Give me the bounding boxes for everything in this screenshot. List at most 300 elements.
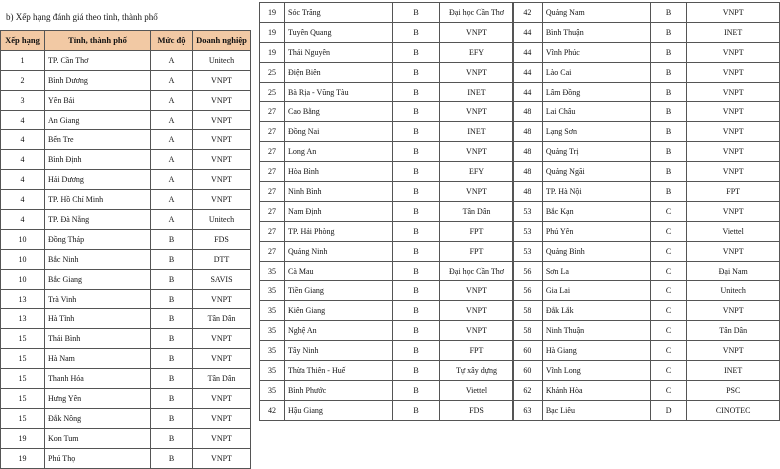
table-row	[513, 301, 780, 321]
table-row	[513, 321, 780, 341]
province-cell: Đồng Nai	[285, 122, 393, 142]
vendor-cell: INET	[687, 22, 780, 42]
table-row	[1, 309, 251, 329]
table-row	[513, 102, 780, 122]
rank-cell: 19	[260, 3, 285, 23]
table-row	[260, 261, 514, 281]
table-row	[513, 82, 780, 102]
table-row	[513, 261, 780, 281]
vendor-cell: FPT	[440, 221, 514, 241]
level-cell: A	[151, 170, 193, 190]
level-cell: B	[393, 102, 440, 122]
table-row	[1, 448, 251, 468]
province-cell: Kiên Giang	[285, 301, 393, 321]
level-cell: C	[650, 201, 687, 221]
rank-cell: 58	[513, 301, 543, 321]
vendor-cell: INET	[687, 361, 780, 381]
rank-cell: 44	[513, 62, 543, 82]
table-row	[1, 329, 251, 349]
level-cell: A	[151, 110, 193, 130]
level-cell: B	[151, 349, 193, 369]
level-cell: B	[393, 341, 440, 361]
rank-cell: 13	[1, 309, 45, 329]
province-cell: Vĩnh Phúc	[542, 42, 650, 62]
vendor-cell: VNPT	[193, 90, 251, 110]
vendor-cell: Tân Dân	[440, 201, 514, 221]
rank-cell: 4	[1, 190, 45, 210]
level-cell: B	[393, 361, 440, 381]
header-rank: Xếp hạng	[1, 31, 45, 51]
province-cell: Quảng Bình	[542, 241, 650, 261]
level-cell: B	[393, 122, 440, 142]
vendor-cell: VNPT	[193, 70, 251, 90]
table-row	[1, 249, 251, 269]
vendor-cell: Tân Dân	[193, 309, 251, 329]
level-cell: A	[151, 210, 193, 230]
rank-cell: 13	[1, 289, 45, 309]
table-row	[513, 162, 780, 182]
rank-cell: 15	[1, 329, 45, 349]
rank-cell: 27	[260, 162, 285, 182]
rank-cell: 4	[1, 150, 45, 170]
vendor-cell: VNPT	[193, 329, 251, 349]
table-row	[260, 82, 514, 102]
table-row	[1, 110, 251, 130]
vendor-cell: VNPT	[687, 122, 780, 142]
province-cell: Hà Tĩnh	[45, 309, 151, 329]
table-row	[260, 122, 514, 142]
vendor-cell: VNPT	[193, 150, 251, 170]
vendor-cell: Viettel	[440, 380, 514, 400]
vendor-cell: VNPT	[193, 448, 251, 468]
province-cell: Quảng Ninh	[285, 241, 393, 261]
rank-cell: 27	[260, 201, 285, 221]
province-cell: Yên Bái	[45, 90, 151, 110]
rank-cell: 60	[513, 341, 543, 361]
vendor-cell: INET	[440, 82, 514, 102]
level-cell: C	[650, 361, 687, 381]
province-cell: Cao Bằng	[285, 102, 393, 122]
province-cell: Phú Yên	[542, 221, 650, 241]
table-row	[260, 380, 514, 400]
level-cell: B	[393, 261, 440, 281]
level-cell: C	[650, 221, 687, 241]
table-2-body	[260, 3, 514, 421]
level-cell: B	[151, 329, 193, 349]
level-cell: A	[151, 90, 193, 110]
header-level: Mức độ	[151, 31, 193, 51]
rank-cell: 27	[260, 102, 285, 122]
vendor-cell: VNPT	[687, 301, 780, 321]
table-row	[1, 190, 251, 210]
level-cell: B	[151, 269, 193, 289]
province-cell: Quảng Ngãi	[542, 162, 650, 182]
level-cell: B	[650, 122, 687, 142]
province-cell: Tuyên Quang	[285, 22, 393, 42]
province-cell: Đắk Lắk	[542, 301, 650, 321]
vendor-cell: INET	[440, 122, 514, 142]
level-cell: B	[393, 42, 440, 62]
caption: b) Xếp hạng đánh giá theo tỉnh, thành phố	[6, 12, 158, 22]
level-cell: B	[650, 182, 687, 202]
vendor-cell: VNPT	[193, 289, 251, 309]
province-cell: Hưng Yên	[45, 389, 151, 409]
table-row	[260, 142, 514, 162]
level-cell: A	[151, 190, 193, 210]
province-cell: Tiền Giang	[285, 281, 393, 301]
vendor-cell: VNPT	[687, 3, 780, 23]
level-cell: B	[393, 241, 440, 261]
rank-cell: 19	[260, 42, 285, 62]
province-cell: Hậu Giang	[285, 400, 393, 420]
rank-cell: 25	[260, 62, 285, 82]
table-row	[260, 22, 514, 42]
level-cell: B	[393, 221, 440, 241]
province-cell: Thừa Thiên - Huế	[285, 361, 393, 381]
level-cell: B	[393, 201, 440, 221]
province-cell: Lâm Đồng	[542, 82, 650, 102]
rank-cell: 44	[513, 22, 543, 42]
table-row	[513, 400, 780, 420]
table-row	[513, 221, 780, 241]
level-cell: A	[151, 130, 193, 150]
table-row	[1, 70, 251, 90]
rank-cell: 35	[260, 361, 285, 381]
table-row	[1, 50, 251, 70]
level-cell: B	[393, 182, 440, 202]
vendor-cell: Đại học Cần Thơ	[440, 261, 514, 281]
level-cell: C	[650, 321, 687, 341]
level-cell: B	[650, 142, 687, 162]
table-row	[260, 221, 514, 241]
vendor-cell: VNPT	[440, 102, 514, 122]
vendor-cell: Unitech	[193, 50, 251, 70]
level-cell: B	[393, 142, 440, 162]
level-cell: B	[393, 321, 440, 341]
province-cell: Tây Ninh	[285, 341, 393, 361]
table-row	[513, 142, 780, 162]
header-row	[1, 31, 251, 51]
table-row	[513, 281, 780, 301]
rank-cell: 15	[1, 408, 45, 428]
province-cell: Bạc Liêu	[542, 400, 650, 420]
province-cell: Nam Định	[285, 201, 393, 221]
vendor-cell: CINOTEC	[687, 400, 780, 420]
rank-cell: 42	[260, 400, 285, 420]
province-cell: Long An	[285, 142, 393, 162]
province-cell: Kon Tum	[45, 428, 151, 448]
vendor-cell: VNPT	[440, 22, 514, 42]
rank-cell: 27	[260, 221, 285, 241]
province-cell: Khánh Hòa	[542, 380, 650, 400]
province-cell: An Giang	[45, 110, 151, 130]
rank-cell: 4	[1, 110, 45, 130]
level-cell: B	[650, 62, 687, 82]
level-cell: C	[650, 301, 687, 321]
table-row	[1, 428, 251, 448]
province-cell: Thái Bình	[45, 329, 151, 349]
level-cell: B	[151, 369, 193, 389]
vendor-cell: EFY	[440, 42, 514, 62]
table-row	[1, 150, 251, 170]
table-row	[260, 201, 514, 221]
province-cell: Quảng Trị	[542, 142, 650, 162]
province-cell: Hà Nam	[45, 349, 151, 369]
table-row	[260, 102, 514, 122]
province-cell: Bình Thuận	[542, 22, 650, 42]
level-cell: C	[650, 380, 687, 400]
rank-cell: 35	[260, 301, 285, 321]
level-cell: B	[151, 428, 193, 448]
vendor-cell: Unitech	[193, 210, 251, 230]
vendor-cell: VNPT	[193, 130, 251, 150]
level-cell: C	[650, 281, 687, 301]
table-row	[513, 122, 780, 142]
province-cell: Nghệ An	[285, 321, 393, 341]
rank-cell: 4	[1, 170, 45, 190]
table-row	[260, 400, 514, 420]
rank-cell: 42	[513, 3, 543, 23]
vendor-cell: VNPT	[687, 201, 780, 221]
level-cell: B	[393, 82, 440, 102]
province-cell: Ninh Thuận	[542, 321, 650, 341]
rank-cell: 10	[1, 249, 45, 269]
level-cell: B	[393, 62, 440, 82]
level-cell: B	[151, 309, 193, 329]
vendor-cell: FPT	[687, 182, 780, 202]
province-cell: Phú Thọ	[45, 448, 151, 468]
province-cell: Hải Dương	[45, 170, 151, 190]
level-cell: C	[650, 261, 687, 281]
rank-cell: 44	[513, 82, 543, 102]
level-cell: A	[151, 150, 193, 170]
province-cell: Sóc Trăng	[285, 3, 393, 23]
rank-cell: 4	[1, 130, 45, 150]
level-cell: B	[151, 448, 193, 468]
province-cell: TP. Đà Nẵng	[45, 210, 151, 230]
level-cell: B	[393, 400, 440, 420]
ranking-table-2	[259, 2, 514, 421]
level-cell: C	[650, 241, 687, 261]
vendor-cell: EFY	[440, 162, 514, 182]
table-row	[260, 182, 514, 202]
header-vendor: Doanh nghiệp	[193, 31, 251, 51]
table-row	[260, 361, 514, 381]
vendor-cell: VNPT	[687, 142, 780, 162]
rank-cell: 15	[1, 369, 45, 389]
table-row	[1, 349, 251, 369]
rank-cell: 48	[513, 162, 543, 182]
table-row	[513, 380, 780, 400]
province-cell: Đắk Nông	[45, 408, 151, 428]
rank-cell: 27	[260, 241, 285, 261]
table-row	[1, 210, 251, 230]
rank-cell: 15	[1, 349, 45, 369]
level-cell: B	[393, 3, 440, 23]
rank-cell: 62	[513, 380, 543, 400]
province-cell: Bình Dương	[45, 70, 151, 90]
table-row	[1, 130, 251, 150]
table-1-body	[1, 50, 251, 468]
rank-cell: 35	[260, 380, 285, 400]
table-row	[513, 341, 780, 361]
province-cell: Vĩnh Long	[542, 361, 650, 381]
level-cell: B	[151, 408, 193, 428]
table-row	[260, 62, 514, 82]
level-cell: B	[393, 301, 440, 321]
table-row	[513, 62, 780, 82]
rank-cell: 53	[513, 201, 543, 221]
province-cell: TP. Hà Nội	[542, 182, 650, 202]
table-row	[1, 289, 251, 309]
table-row	[260, 341, 514, 361]
rank-cell: 19	[1, 448, 45, 468]
province-cell: Lào Cai	[542, 62, 650, 82]
vendor-cell: VNPT	[440, 321, 514, 341]
vendor-cell: Unitech	[687, 281, 780, 301]
table-row	[1, 170, 251, 190]
table-row	[513, 361, 780, 381]
table-row	[260, 162, 514, 182]
level-cell: B	[151, 249, 193, 269]
vendor-cell: VNPT	[687, 102, 780, 122]
rank-cell: 25	[260, 82, 285, 102]
level-cell: B	[393, 162, 440, 182]
vendor-cell: VNPT	[687, 82, 780, 102]
province-cell: Bình Phước	[285, 380, 393, 400]
table-row	[1, 389, 251, 409]
rank-cell: 19	[260, 22, 285, 42]
level-cell: B	[650, 22, 687, 42]
table-row	[1, 269, 251, 289]
vendor-cell: FDS	[193, 229, 251, 249]
rank-cell: 10	[1, 229, 45, 249]
ranking-table-3	[512, 2, 780, 421]
vendor-cell: VNPT	[193, 408, 251, 428]
province-cell: Đồng Tháp	[45, 229, 151, 249]
ranking-table-1	[0, 30, 251, 469]
table-row	[513, 182, 780, 202]
rank-cell: 27	[260, 142, 285, 162]
province-cell: Lạng Sơn	[542, 122, 650, 142]
vendor-cell: SAVIS	[193, 269, 251, 289]
province-cell: Thái Nguyên	[285, 42, 393, 62]
level-cell: B	[650, 102, 687, 122]
vendor-cell: VNPT	[440, 182, 514, 202]
vendor-cell: VNPT	[193, 170, 251, 190]
rank-cell: 10	[1, 269, 45, 289]
vendor-cell: FDS	[440, 400, 514, 420]
table-row	[513, 22, 780, 42]
vendor-cell: PSC	[687, 380, 780, 400]
level-cell: B	[151, 389, 193, 409]
province-cell: TP. Hồ Chí Minh	[45, 190, 151, 210]
rank-cell: 58	[513, 321, 543, 341]
province-cell: Bắc Ninh	[45, 249, 151, 269]
table-row	[260, 241, 514, 261]
level-cell: B	[393, 380, 440, 400]
province-cell: Cà Mau	[285, 261, 393, 281]
vendor-cell: VNPT	[687, 162, 780, 182]
vendor-cell: VNPT	[193, 389, 251, 409]
table-row	[1, 90, 251, 110]
province-cell: Lai Châu	[542, 102, 650, 122]
rank-cell: 27	[260, 122, 285, 142]
rank-cell: 35	[260, 261, 285, 281]
level-cell: A	[151, 50, 193, 70]
table-row	[260, 42, 514, 62]
vendor-cell: Đại học Cần Thơ	[440, 3, 514, 23]
rank-cell: 60	[513, 361, 543, 381]
province-cell: TP. Cần Thơ	[45, 50, 151, 70]
province-cell: Bình Định	[45, 150, 151, 170]
rank-cell: 53	[513, 221, 543, 241]
vendor-cell: VNPT	[440, 142, 514, 162]
level-cell: B	[393, 281, 440, 301]
level-cell: A	[151, 70, 193, 90]
table-row	[513, 241, 780, 261]
level-cell: B	[650, 82, 687, 102]
rank-cell: 4	[1, 210, 45, 230]
vendor-cell: VNPT	[193, 428, 251, 448]
vendor-cell: FPT	[440, 241, 514, 261]
level-cell: B	[151, 289, 193, 309]
rank-cell: 35	[260, 281, 285, 301]
province-cell: Hòa Bình	[285, 162, 393, 182]
level-cell: B	[151, 229, 193, 249]
rank-cell: 2	[1, 70, 45, 90]
vendor-cell: VNPT	[193, 190, 251, 210]
province-cell: Bắc Giang	[45, 269, 151, 289]
rank-cell: 48	[513, 182, 543, 202]
rank-cell: 63	[513, 400, 543, 420]
table-row	[1, 408, 251, 428]
table-row	[260, 321, 514, 341]
vendor-cell: Đại Nam	[687, 261, 780, 281]
rank-cell: 53	[513, 241, 543, 261]
table-row	[513, 201, 780, 221]
province-cell: Điện Biên	[285, 62, 393, 82]
rank-cell: 1	[1, 50, 45, 70]
rank-cell: 19	[1, 428, 45, 448]
province-cell: Thanh Hóa	[45, 369, 151, 389]
rank-cell: 56	[513, 261, 543, 281]
province-cell: Bà Rịa - Vũng Tàu	[285, 82, 393, 102]
vendor-cell: DTT	[193, 249, 251, 269]
rank-cell: 15	[1, 389, 45, 409]
vendor-cell: Tân Dân	[193, 369, 251, 389]
province-cell: Ninh Bình	[285, 182, 393, 202]
table-3-body	[513, 3, 780, 421]
province-cell: Sơn La	[542, 261, 650, 281]
province-cell: Bắc Kạn	[542, 201, 650, 221]
vendor-cell: VNPT	[687, 62, 780, 82]
rank-cell: 56	[513, 281, 543, 301]
vendor-cell: VNPT	[193, 110, 251, 130]
rank-cell: 48	[513, 142, 543, 162]
province-cell: Gia Lai	[542, 281, 650, 301]
rank-cell: 48	[513, 122, 543, 142]
table-row	[513, 3, 780, 23]
vendor-cell: VNPT	[440, 62, 514, 82]
province-cell: TP. Hải Phòng	[285, 221, 393, 241]
vendor-cell: VNPT	[193, 349, 251, 369]
level-cell: B	[650, 42, 687, 62]
level-cell: C	[650, 341, 687, 361]
table-row	[1, 369, 251, 389]
vendor-cell: Tân Dân	[687, 321, 780, 341]
level-cell: B	[650, 162, 687, 182]
